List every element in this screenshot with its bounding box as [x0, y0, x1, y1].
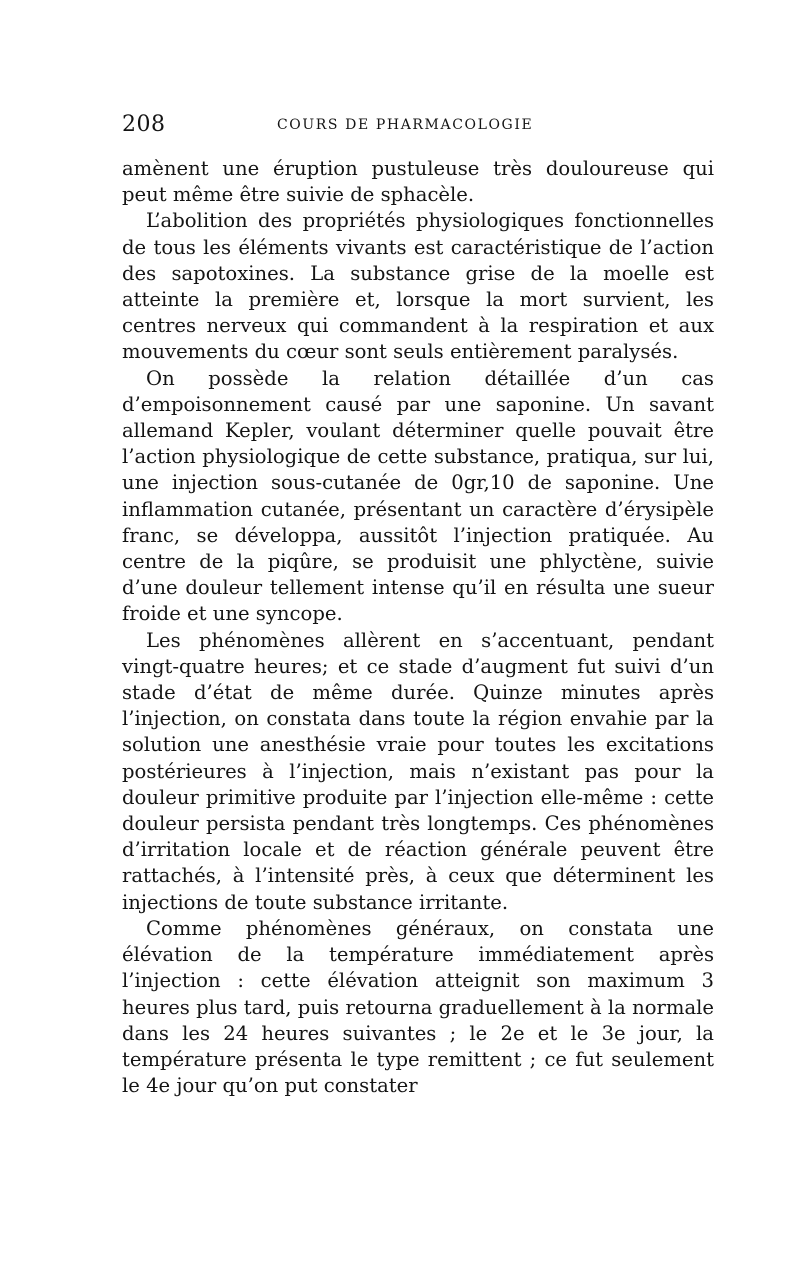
paragraph-kepler-case: On possède la relation détaillée d’un cas d’empoisonnement causé par une saponine. Un savant allemand Kepler, voulant déterminer quelle pouvait être l’action physiologique de cette substance, pratiqua, sur lui, une injection sous-cutanée de 0gr,10 de saponine. Une inflammation cutanée, présentant un caractère d’érysipèle franc, se développa, aussitôt l’injection pratiquée. Au centre de la piqûre, se produisit une phlyctène, suivie d’une douleur tellement intense qu’il en résulta une sueur froide et une syncope. — [122, 366, 714, 626]
paragraph-general-phenomena: Comme phénomènes généraux, on constata une élévation de la température immédiatement après l’injection : cette élévation atteignit son maximum 3 heures plus tard, puis retourna graduellement à la normale dans les 24 heures suivantes ; le 2e et le 3e jour, la température présenta le type remittent ; ce fut seulement le 4e jour qu’on put constater — [122, 916, 714, 1098]
paragraph-phenomena: Les phénomènes allèrent en s’accentuant, pendant vingt-quatre heures; et ce stade d’augment fut suivi d’un stade d’état de même durée. Quinze minutes après l’injection, on constata dans toute la région envahie par la solution une anesthésie vraie pour toutes les excitations postérieures à l’injection, mais n’existant pas pour la douleur primitive produite par l’injection elle-même : cette douleur persista pendant très longtemps. Ces phénomènes d’irritation locale et de réaction générale peuvent être rattachés, à l’intensité près, à ceux que déterminent les injections de toute substance irritante. — [122, 628, 714, 914]
body-text — [122, 156, 714, 1099]
page-number: 208 — [122, 112, 166, 137]
running-header — [122, 112, 714, 142]
running-title: COURS DE PHARMACOLOGIE — [277, 117, 534, 133]
paragraph-sapotoxines: L’abolition des propriétés physiologiques fonctionnelles de tous les éléments vivants est caractéristique de l’action des sapotoxines. La substance grise de la moelle est atteinte la première et, lorsque la mort survient, les centres nerveux qui commandent à la respiration et aux mouvements du cœur sont seuls entièrement paralysés. — [122, 209, 714, 364]
paragraph-continuation: amènent une éruption pustuleuse très douloureuse qui peut même être suivie de sphacèle. — [122, 157, 714, 207]
book-page — [122, 112, 714, 1099]
